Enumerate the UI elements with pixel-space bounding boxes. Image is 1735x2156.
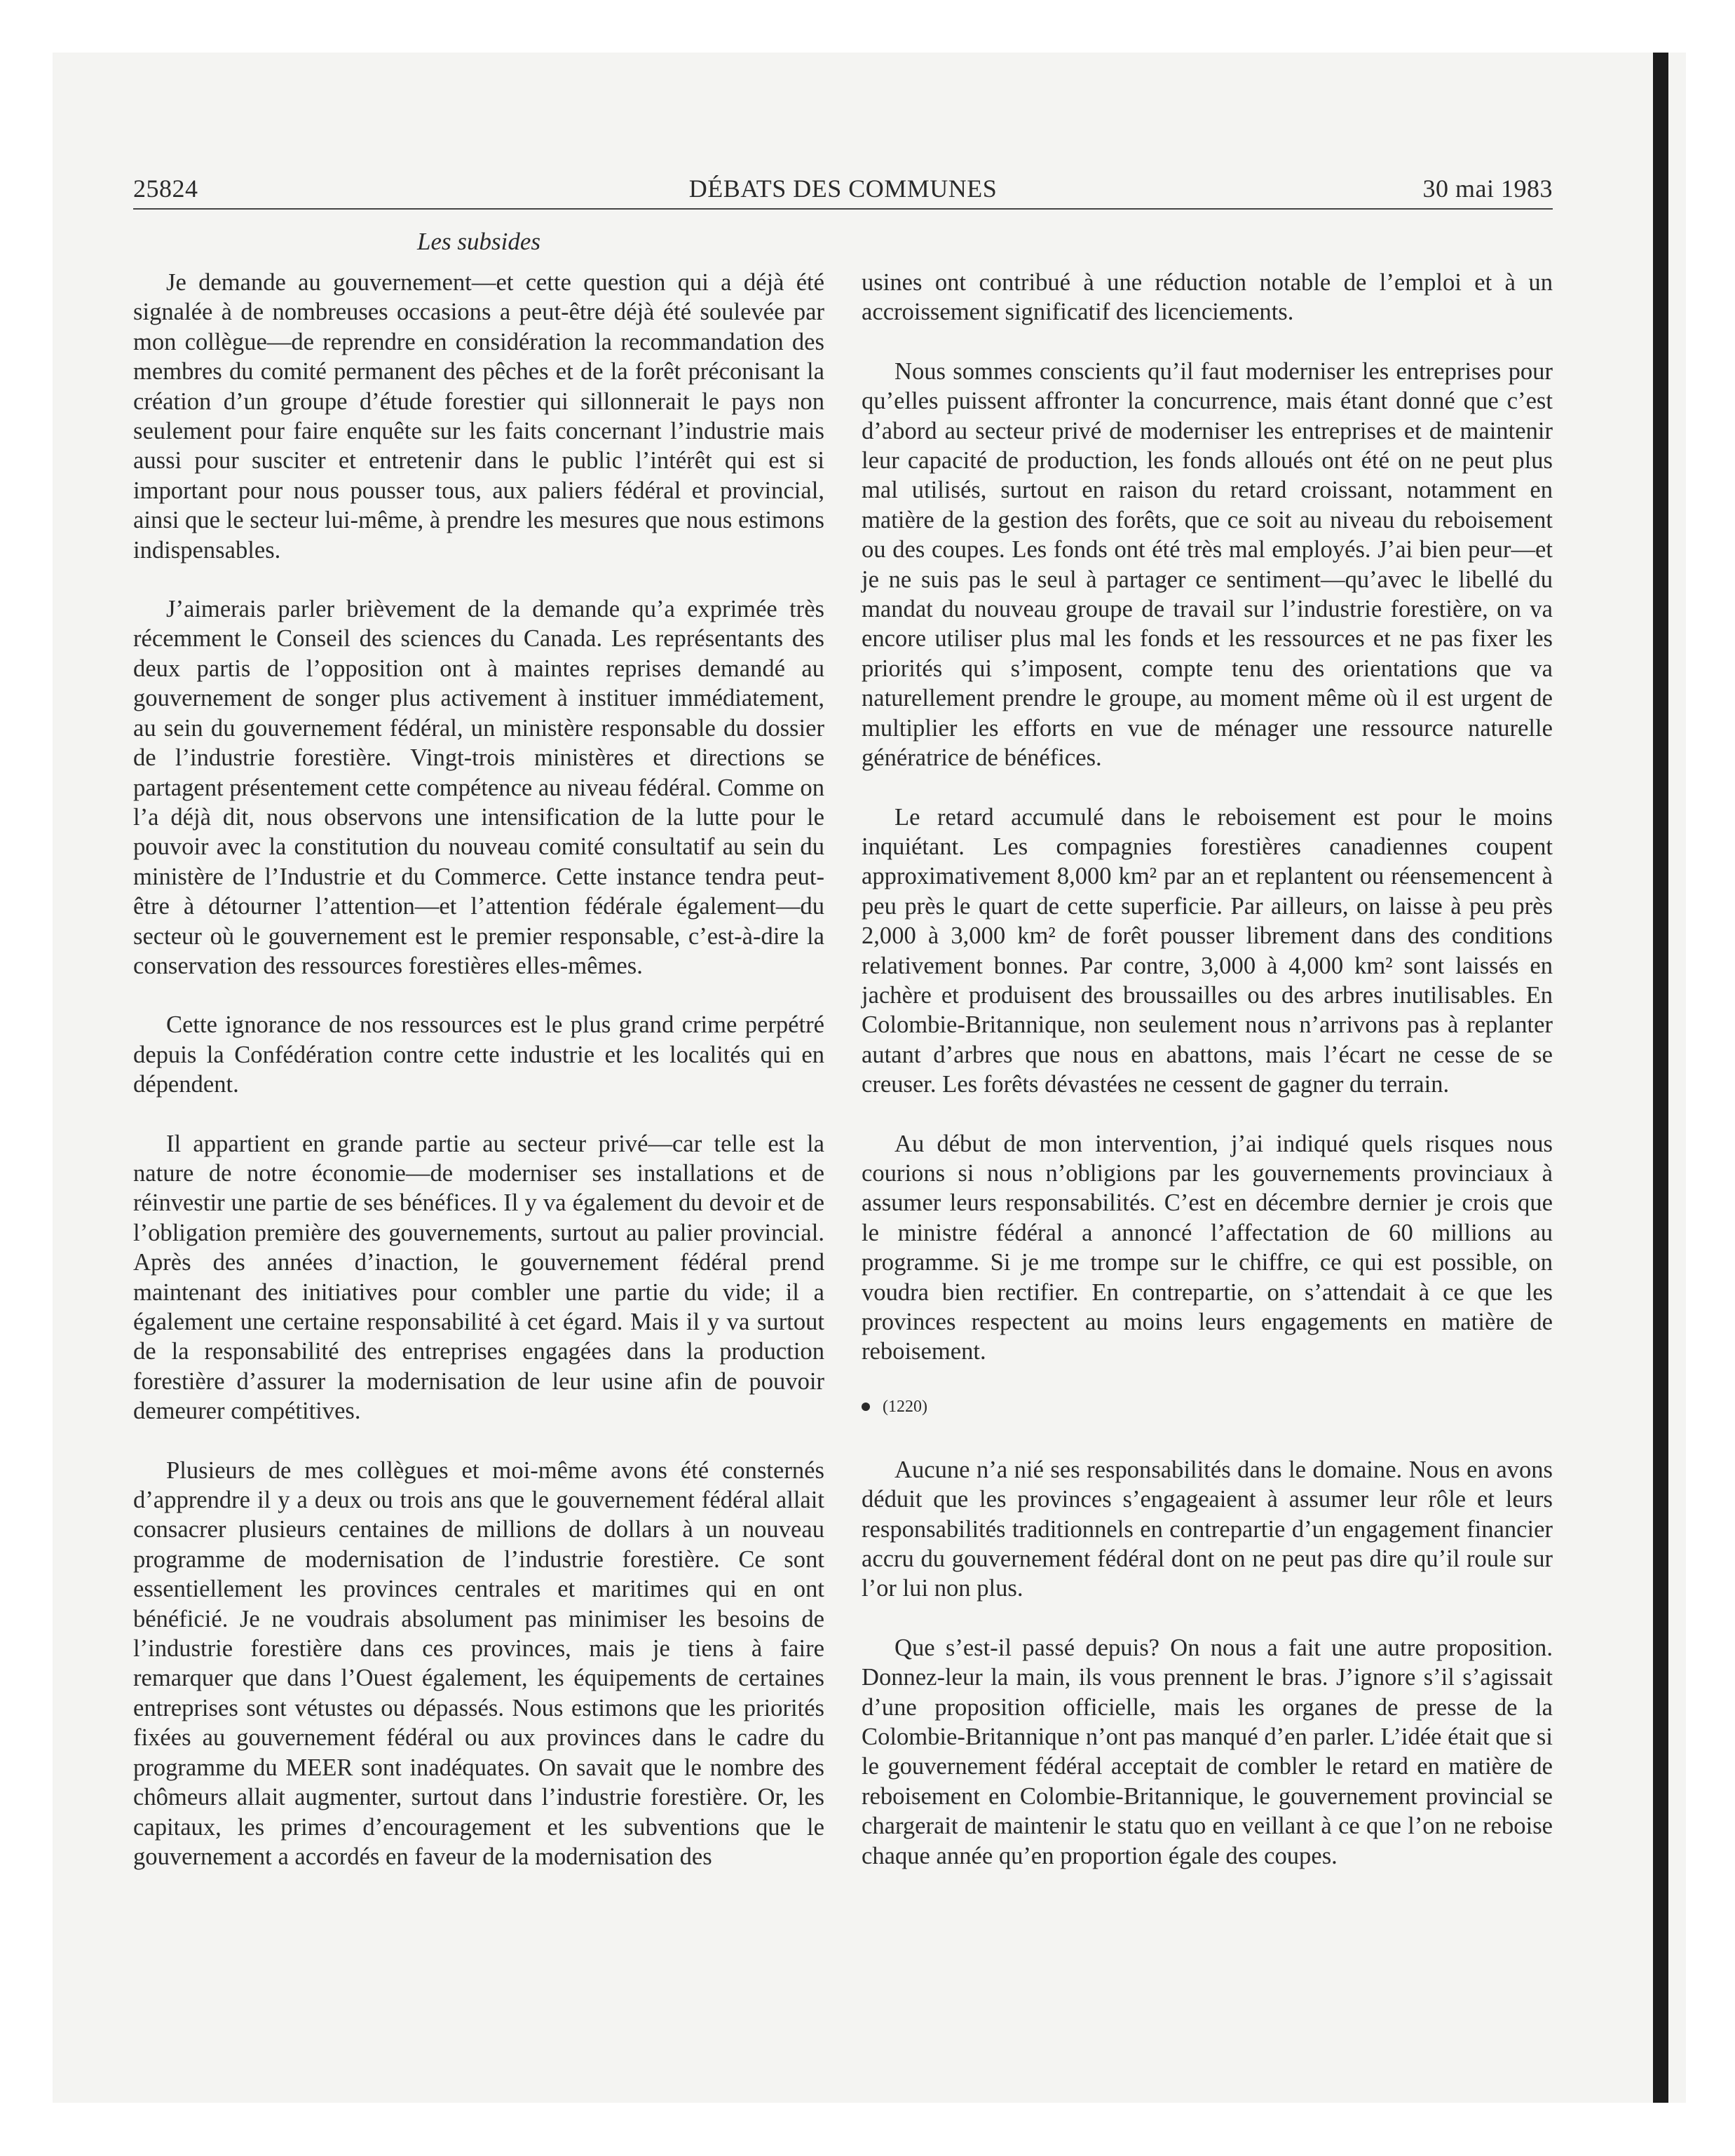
section-title: Les subsides <box>417 228 540 255</box>
paragraph: Le retard accumulé dans le reboisement est pour le moins inquiétant. Les compagnies forestières canadiennes coupent approximativement 8,000 km² par an et replantent ou réensemencent à peu près le quart de cette superficie. Par ailleurs, on laisse à peu près 2,000 à 3,000 km² de forêt pousser librement dans des conditions relativement bonnes. Par contre, 3,000 à 4,000 km² sont laissés en jachère et produisent des broussailles ou des arbres inutilisables. En Colombie-Britannique, non seulement nous n’arrivons pas à replanter autant d’arbres que nous en abattons, mais l’écart ne cesse de se creuser. Les forêts dévastées ne cessent de gagner du terrain. <box>862 803 1553 1098</box>
paragraph: Je demande au gouvernement—et cette question qui a déjà été signalée à de nombreuses occasions a peut-être déjà été soulevée par mon collègue—de reprendre en considération la recommandation des membres du comité permanent des pêches et de la forêt préconisant la création d’un groupe d’étude forestier qui sillonnerait le pays non seulement pour faire enquête sur les faits concernant l’industrie mais aussi pour susciter et entretenir dans le public l’intérêt qui est si important pour nous pousser tous, aux paliers fédéral et provincial, ainsi que le secteur lui-même, à prendre les mesures que nous estimons indispensables. <box>133 269 824 564</box>
time-marker <box>862 1396 1553 1417</box>
right-column <box>862 268 1553 1900</box>
paragraph: Il appartient en grande partie au secteur privé—car telle est la nature de notre économie—de moderniser ses installations et de réinvestir une partie de ses bénéfices. Il y va également du devoir et de l’obligation première des gouvernements, surtout au palier provincial. Après des années d’inaction, le gouvernement fédéral prend maintenant des initiatives pour combler une partie du vide; il a également une certaine responsabilité à cet égard. Mais il y va surtout de la responsabilité des entreprises engagées dans la production forestière d’assurer la modernisation de leur usine afin de pouvoir demeurer compétitives. <box>133 1130 824 1425</box>
left-column <box>133 268 824 1901</box>
scan-edge-bar <box>1653 53 1668 2103</box>
page-date: 30 mai 1983 <box>1422 175 1553 203</box>
page-header <box>133 174 1553 213</box>
paragraph: Que s’est-il passé depuis? On nous a fait une autre proposition. Donnez-leur la main, ils vous prennent le bras. J’ignore s’il s’agissait d’une proposition officielle, mais les organes de presse de la Colombie-Britannique n’ont pas manqué d’en parler. L’idée était que si le gouvernement fédéral acceptait de combler le retard en matière de reboisement en Colombie-Britannique, le gouvernement provincial se chargerait de maintenir le statu quo en veillant à ce que l’on ne reboise chaque année qu’en proportion égale des coupes. <box>862 1634 1553 1869</box>
paragraph: Nous sommes conscients qu’il faut moderniser les entreprises pour qu’elles puissent affronter la concurrence, mais étant donné que c’est d’abord au secteur privé de moderniser les entreprises et de maintenir leur capacité de production, les fonds alloués ont été on ne peut plus mal utilisés, surtout en raison du retard croissant, notamment en matière de la gestion des forêts, que ce soit au niveau du reboisement ou des coupes. Les fonds ont été très mal employés. J’ai bien peur—et je ne suis pas le seul à partager ce sentiment—qu’avec le libellé du mandat du nouveau groupe de travail sur l’industrie forestière, on va encore utiliser plus mal les fonds et les ressources et ne pas fixer les priorités qui s’imposent, compte tenu des orientations que va naturellement prendre le groupe, au moment même où il est urgent de multiplier les efforts en vue de ménager une ressource naturelle génératrice de bénéfices. <box>862 357 1553 772</box>
paragraph: J’aimerais parler brièvement de la demande qu’a exprimée très récemment le Conseil des sciences du Canada. Les représentants des deux partis de l’opposition ont à maintes reprises demandé au gouvernement de songer plus activement à instituer immédiatement, au sein du gouvernement fédéral, un ministère responsable du dossier de l’industrie forestière. Vingt-trois ministères et directions se partagent présentement cette compétence au niveau fédéral. Comme on l’a déjà dit, nous observons une intensification de la lutte pour le pouvoir avec la constitution du nouveau comité consultatif au sein du ministère de l’Industrie et du Commerce. Cette instance tendra peut-être à détourner l’attention—et l’attention fédérale également—du secteur où le gouvernement est le premier responsable, c’est-à-dire la conservation des ressources forestières elles-mêmes. <box>133 596 824 979</box>
paragraph: Aucune n’a nié ses responsabilités dans le domaine. Nous en avons déduit que les provinces s’engageaient à assumer leur rôle et leurs responsabilités traditionnels en contrepartie d’un engagement financier accru du gouvernement fédéral dont on ne peut pas dire qu’il roule sur l’or lui non plus. <box>862 1456 1553 1602</box>
paragraph: Plusieurs de mes collègues et moi-même avons été consternés d’apprendre il y a deux ou trois ans que le gouvernement fédéral allait consacrer plusieurs centaines de millions de dollars à un nouveau programme de modernisation de l’industrie forestière. Ce sont essentiellement les provinces centrales et maritimes qui en ont bénéficié. Je ne voudrais absolument pas minimiser les besoins de l’industrie forestière dans ces provinces, mais je tiens à faire remarquer que dans l’Ouest également, les équipements de certaines entreprises sont vétustes ou dépassés. Nous estimons que les priorités fixées au gouvernement fédéral ou aux provinces dans le cadre du programme du MEER sont inadéquates. On savait que le nombre des chômeurs allait augmenter, surtout dans l’industrie forestière. Or, les capitaux, les primes d’encouragement et les subventions que le gouvernement a accordés en faveur de la modernisation des <box>133 1456 824 1870</box>
paragraph: Au début de mon intervention, j’ai indiqué quels risques nous courions si nous n’obligions par les gouvernements provinciaux à assumer leurs responsabilités. C’est en décembre dernier je crois que le ministre fédéral a annoncé l’affectation de 60 millions au programme. Si je me trompe sur le chiffre, ce qui est possible, on voudra bien rectifier. En contrepartie, on s’attendait à ce que les provinces respectent au moins leurs engagements en matière de reboisement. <box>862 1130 1553 1365</box>
page-number: 25824 <box>133 175 198 203</box>
publication-title: DÉBATS DES COMMUNES <box>688 175 998 203</box>
bullet-icon <box>862 1403 870 1411</box>
time-marker-label: (1220) <box>883 1397 927 1416</box>
header-rule <box>133 208 1553 210</box>
paragraph: Cette ignorance de nos ressources est le plus grand crime perpétré depuis la Confédération contre cette industrie et les localités qui en dépendent. <box>133 1011 824 1098</box>
paragraph-continued: usines ont contribué à une réduction notable de l’emploi et à un accroissement significatif des licenciements. <box>862 269 1553 326</box>
